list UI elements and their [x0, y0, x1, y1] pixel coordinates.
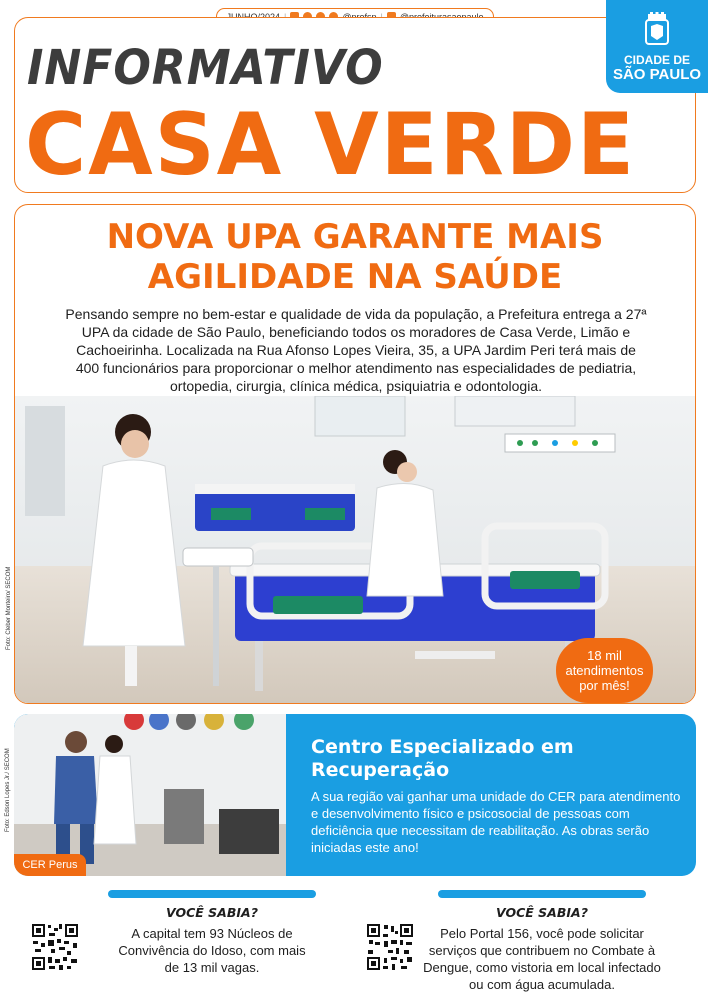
sabia-right-text: Pelo Portal 156, você pode solicitar serviços que contribuem no Combate à Dengue, como vistoria em local infectado ou com água acumulada.	[423, 926, 661, 992]
city-label-line2: SÃO PAULO	[612, 66, 702, 83]
title-informativo: INFORMATIVO	[27, 40, 384, 96]
sabia-left-bar	[108, 890, 316, 898]
sabia-right-bar	[438, 890, 646, 898]
cer-photo-credit: Foto: Edson Lopes Jr./ SECOM	[5, 748, 11, 832]
city-logo-badge	[606, 0, 708, 93]
qr-code-left[interactable]	[31, 923, 79, 971]
article-headline	[15, 217, 695, 297]
city-crest-icon	[642, 12, 672, 48]
sabia-left-title: VOCÊ SABIA?	[166, 905, 258, 920]
stats-bubble: 18 mil atendimentos por mês!	[556, 638, 653, 703]
cer-photo-tag: CER Perus	[14, 854, 86, 876]
headline-line1: NOVA UPA GARANTE MAIS	[106, 217, 604, 257]
sabia-left-text: A capital tem 93 Núcleos de Convivência do Idoso, com mais de 13 mil vagas.	[118, 926, 306, 975]
header-card	[14, 17, 696, 193]
cer-rehab-image	[14, 714, 286, 876]
cer-title: Centro Especializado em Recuperação	[311, 736, 574, 781]
city-label-line1: CIDADE DE	[623, 53, 690, 67]
headline-line2: AGILIDADE NA SAÚDE	[147, 257, 563, 297]
title-casa-verde: CASA VERDE	[25, 95, 636, 195]
cer-photo	[14, 714, 286, 876]
cer-card	[14, 714, 696, 876]
article-lead: Pensando sempre no bem-estar e qualidade de vida da população, a Prefeitura entrega a 27ª UPA da cidade de São Paulo, beneficiando todos os moradores de Casa Verde, Limão e Cachoeirinha. Localizada na Rua Afonso Lopes Vieira, 35, a UPA Jardim Peri terá mais de 400 funcionários para proporcionar o melhor atendimento nas especialidades de pediatria, ortopedia, cirurgia, clínica médica, psiquiatria e odontologia.	[65, 306, 647, 394]
cer-text: A sua região vai ganhar uma unidade do CER para atendimento e desenvolvimento físico e psicosocial de pessoas com deficiência que necessitam de reabilitação. As obras serão iniciadas este ano!	[311, 789, 681, 855]
sabia-right-title: VOCÊ SABIA?	[496, 905, 588, 920]
upa-photo-credit: Foto: Cleber Monteiro/ SECOM	[6, 566, 12, 650]
article-upa	[14, 204, 696, 704]
qr-code-right[interactable]	[366, 923, 414, 971]
